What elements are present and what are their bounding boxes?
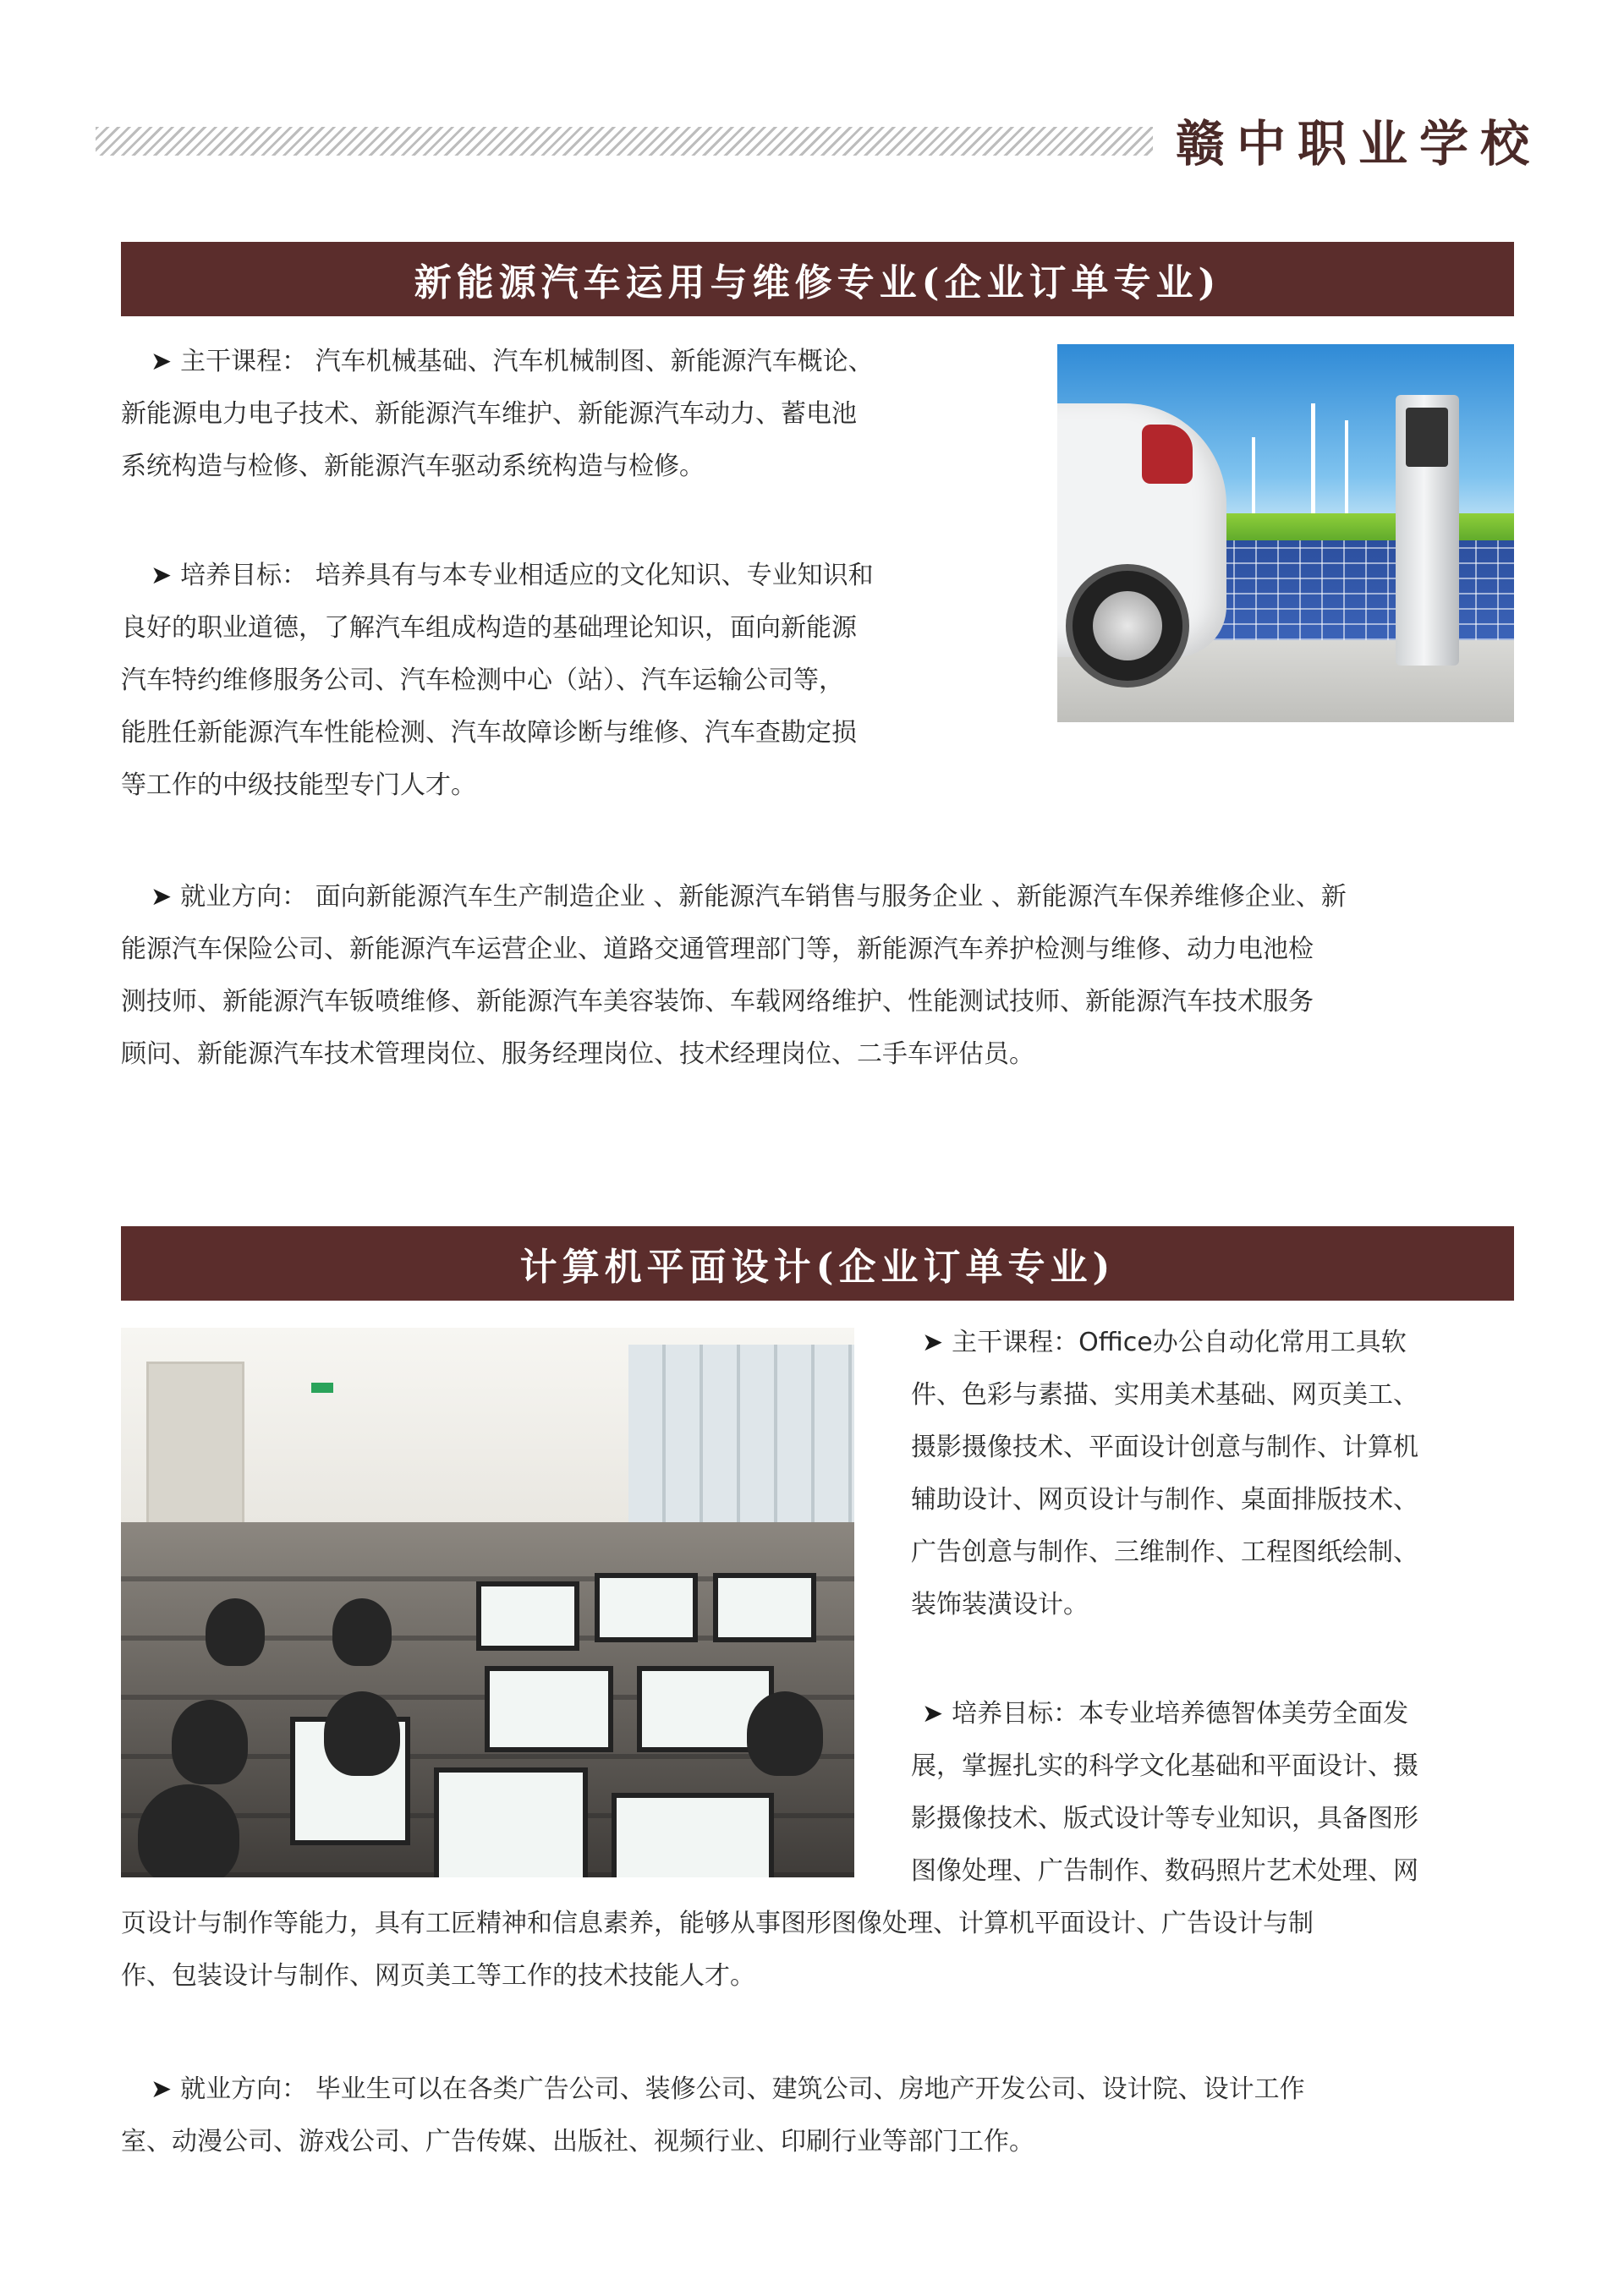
section2-jobs-line: 室、动漫公司、游戏公司、广告传媒、出版社、视频行业、印刷行业等部门工作。 xyxy=(121,2127,1034,2156)
arrow-icon: ➤ xyxy=(151,347,173,376)
section1-courses-paragraph xyxy=(151,336,1030,388)
section2-goal-line: 影摄像技术、版式设计等专业知识，具备图形 xyxy=(911,1804,1418,1833)
section1-jobs-line: 面向新能源汽车生产制造企业 、新能源汽车销售与服务企业 、新能源汽车保养维修企业、新 xyxy=(315,882,1347,912)
section1-jobs-line: 能源汽车保险公司、新能源汽车运营企业、道路交通管理部门等，新能源汽车养护检测与维修、动力电池检 xyxy=(121,934,1314,964)
section1-goal-line: 能胜任新能源汽车性能检测、汽车故障诊断与维修、汽车查勘定损 xyxy=(121,718,857,748)
section1-jobs-line: 顾问、新能源汽车技术管理岗位、服务经理岗位、技术经理岗位、二手车评估员。 xyxy=(121,1039,1034,1069)
section1-goal-line: 培养具有与本专业相适应的文化知识、专业知识和 xyxy=(315,561,874,590)
arrow-icon: ➤ xyxy=(922,1328,944,1357)
section2-goal-line: 页设计与制作等能力，具有工匠精神和信息素养，能够从事图形图像处理、计算机平面设计、广告设计与制 xyxy=(121,1909,1314,1938)
section2-jobs-label: 就业方向： xyxy=(180,2074,308,2104)
arrow-icon: ➤ xyxy=(151,561,173,590)
section1-goal-line: 汽车特约维修服务公司、汽车检测中心（站）、汽车运输公司等， xyxy=(121,666,844,695)
section2-courses-paragraph xyxy=(922,1317,1514,1369)
section1-goal-label: 培养目标： xyxy=(180,561,308,590)
computer-lab-classroom-photo xyxy=(121,1328,854,1877)
section1-courses-line: 汽车机械基础、汽车机械制图、新能源汽车概论、 xyxy=(315,347,874,376)
electric-car-charging-photo xyxy=(1057,344,1514,722)
section2-goal-label: 培养目标： xyxy=(952,1699,1079,1729)
arrow-icon: ➤ xyxy=(922,1699,944,1729)
section2-title-banner: 计算机平面设计(企业订单专业) xyxy=(121,1226,1514,1301)
section1-courses-line: 系统构造与检修、新能源汽车驱动系统构造与检修。 xyxy=(121,452,705,481)
section2-courses-line: 广告创意与制作、三维制作、工程图纸绘制、 xyxy=(911,1537,1418,1567)
section2-goal-line: 展，掌握扎实的科学文化基础和平面设计、摄 xyxy=(911,1751,1418,1781)
section1-goal-line: 等工作的中级技能型专门人才。 xyxy=(121,770,476,800)
section2-jobs-line: 毕业生可以在各类广告公司、装修公司、建筑公司、房地产开发公司、设计院、设计工作 xyxy=(315,2074,1305,2104)
section1-goal-paragraph xyxy=(151,550,1030,602)
arrow-icon: ➤ xyxy=(151,882,173,912)
section2-courses-line: Office办公自动化常用工具软 xyxy=(1078,1328,1407,1357)
section2-courses-line: 装饰装潢设计。 xyxy=(911,1590,1089,1619)
section2-courses-line: 摄影摄像技术、平面设计创意与制作、计算机 xyxy=(911,1433,1418,1462)
section1-courses-label: 主干课程： xyxy=(180,347,308,376)
section1-jobs-label: 就业方向： xyxy=(180,882,308,912)
section1-courses-line: 新能源电力电子技术、新能源汽车维护、新能源汽车动力、蓄电池 xyxy=(121,399,857,429)
section1-jobs-paragraph xyxy=(151,871,1514,923)
section2-goal-line: 作、包装设计与制作、网页美工等工作的技术技能人才。 xyxy=(121,1961,755,1991)
section2-jobs-paragraph xyxy=(151,2063,1514,2116)
section2-courses-line: 辅助设计、网页设计与制作、桌面排版技术、 xyxy=(911,1485,1418,1515)
section2-courses-label: 主干课程： xyxy=(952,1328,1079,1357)
header-hatch-decoration xyxy=(96,127,1153,156)
section2-goal-line: 本专业培养德智体美劳全面发 xyxy=(1078,1699,1409,1729)
section2-courses-line: 件、色彩与素描、实用美术基础、网页美工、 xyxy=(911,1380,1418,1410)
section2-goal-paragraph xyxy=(922,1688,1514,1740)
section2-goal-line: 图像处理、广告制作、数码照片艺术处理、网 xyxy=(911,1856,1418,1886)
school-name: 赣中职业学校 xyxy=(1176,115,1542,173)
section1-goal-line: 良好的职业道德，了解汽车组成构造的基础理论知识，面向新能源 xyxy=(121,613,857,643)
section1-title-banner: 新能源汽车运用与维修专业(企业订单专业) xyxy=(121,242,1514,316)
arrow-icon: ➤ xyxy=(151,2074,173,2104)
section1-jobs-line: 测技师、新能源汽车钣喷维修、新能源汽车美容装饰、车载网络维护、性能测试技师、新能源汽车技术服务 xyxy=(121,987,1314,1016)
